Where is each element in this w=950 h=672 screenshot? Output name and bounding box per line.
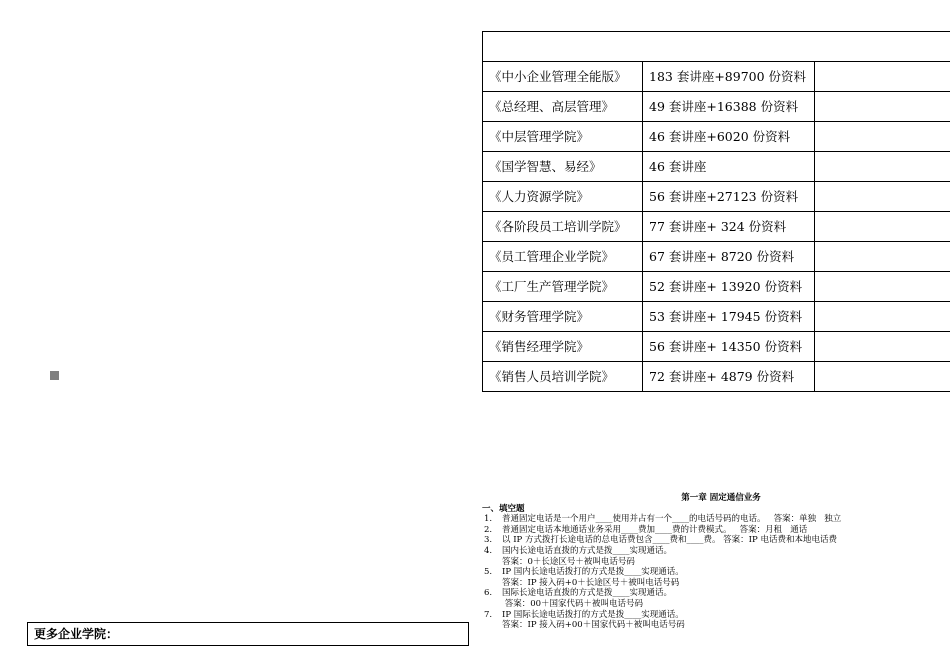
question-number: 2.: [484, 524, 493, 535]
question-item: [482, 514, 950, 525]
course-content-cell: 67 套讲座+ 8720 份资料: [643, 242, 815, 272]
answer-text: 答案：IP 接入码+00＋国家代码＋被叫电话号码: [502, 620, 685, 631]
question-number: 4.: [484, 545, 493, 556]
empty-cell: [815, 332, 950, 362]
bullet-square-icon: [50, 371, 59, 380]
course-content-cell: 52 套讲座+ 13920 份资料: [643, 272, 815, 302]
table-row: [483, 92, 950, 122]
empty-cell: [815, 242, 950, 272]
table-row: [483, 242, 950, 272]
question-list: [482, 514, 950, 631]
question-text: 国内长途电话直拨的方式是拨____实现通话。: [502, 545, 673, 556]
course-content-cell: 183 套讲座+89700 份资料: [643, 62, 815, 92]
course-content-cell: 77 套讲座+ 324 份资料: [643, 212, 815, 242]
course-name-cell: 《财务管理学院》: [483, 302, 643, 332]
question-item: [482, 525, 950, 536]
table-header-row: [483, 32, 950, 62]
course-catalog-table: [482, 31, 950, 392]
empty-cell: [815, 272, 950, 302]
section-title: 一、填空题: [482, 503, 525, 514]
answer-text: 答案：0＋长途区号＋被叫电话号码: [502, 556, 635, 567]
course-name-cell: 《中小企业管理全能版》: [483, 62, 643, 92]
table-row: [483, 62, 950, 92]
question-text: 以 IP 方式拨打长途电话的总电话费包含____费和____费。 答案：IP 电话费和本地电话费: [502, 535, 837, 546]
question-number: 1.: [484, 514, 493, 525]
course-content-cell: 46 套讲座+6020 份资料: [643, 122, 815, 152]
chapter-title: 第一章 固定通信业务: [681, 493, 761, 503]
empty-cell: [815, 122, 950, 152]
question-item: [482, 546, 950, 557]
empty-cell: [815, 182, 950, 212]
course-name-cell: 《人力资源学院》: [483, 182, 643, 212]
course-name-cell: 《员工管理企业学院》: [483, 242, 643, 272]
empty-cell: [815, 62, 950, 92]
course-name-cell: 《工厂生产管理学院》: [483, 272, 643, 302]
course-content-cell: 56 套讲座+27123 份资料: [643, 182, 815, 212]
question-item: [482, 535, 950, 546]
question-item: [482, 588, 950, 599]
question-text: 国际长途电话直拨的方式是拨____实现通话。: [502, 588, 673, 599]
empty-cell: [815, 152, 950, 182]
question-item: [482, 567, 950, 578]
question-number: 6.: [484, 588, 493, 599]
course-content-cell: 46 套讲座: [643, 152, 815, 182]
course-content-cell: 56 套讲座+ 14350 份资料: [643, 332, 815, 362]
course-name-cell: 《销售人员培训学院》: [483, 362, 643, 392]
course-name-cell: 《中层管理学院》: [483, 122, 643, 152]
question-item: [482, 610, 950, 621]
table-row: [483, 122, 950, 152]
course-name-cell: 《国学智慧、易经》: [483, 152, 643, 182]
course-name-cell: 《总经理、高层管理》: [483, 92, 643, 122]
answer-text: 答案：IP 接入码+0＋长途区号＋被叫电话号码: [502, 577, 680, 588]
question-text: IP 国内长途电话拨打的方式是拨____实现通话。: [502, 567, 684, 578]
table-row: [483, 362, 950, 392]
table-row: [483, 152, 950, 182]
course-content-cell: 72 套讲座+ 4879 份资料: [643, 362, 815, 392]
table-row: [483, 272, 950, 302]
empty-cell: [815, 302, 950, 332]
empty-cell: [815, 212, 950, 242]
question-text: 普通固定电话本地通话业务采用____费加____费的计费模式。 答案：月租 通话: [502, 524, 808, 535]
more-academies-label: 更多企业学院：: [34, 627, 119, 641]
more-academies-box: [27, 622, 469, 646]
course-content-cell: 53 套讲座+ 17945 份资料: [643, 302, 815, 332]
question-number: 3.: [484, 535, 493, 546]
table-row: [483, 302, 950, 332]
empty-cell: [815, 92, 950, 122]
table-header-cell: [483, 32, 950, 62]
course-name-cell: 《各阶段员工培训学院》: [483, 212, 643, 242]
exam-document: [482, 493, 950, 631]
course-content-cell: 49 套讲座+16388 份资料: [643, 92, 815, 122]
empty-cell: [815, 362, 950, 392]
question-text: IP 国际长途电话拨打的方式是拨____实现通话。: [502, 609, 684, 620]
answer-text: 答案：00＋国家代码＋被叫电话号码: [502, 598, 644, 609]
question-number: 7.: [484, 609, 493, 620]
question-text: 普通固定电话是一个用户____使用并占有一个____的电话号码的电话。 答案：单独 独立: [502, 514, 842, 525]
question-number: 5.: [484, 567, 493, 578]
table-row: [483, 332, 950, 362]
course-name-cell: 《销售经理学院》: [483, 332, 643, 362]
table-row: [483, 182, 950, 212]
table-row: [483, 212, 950, 242]
